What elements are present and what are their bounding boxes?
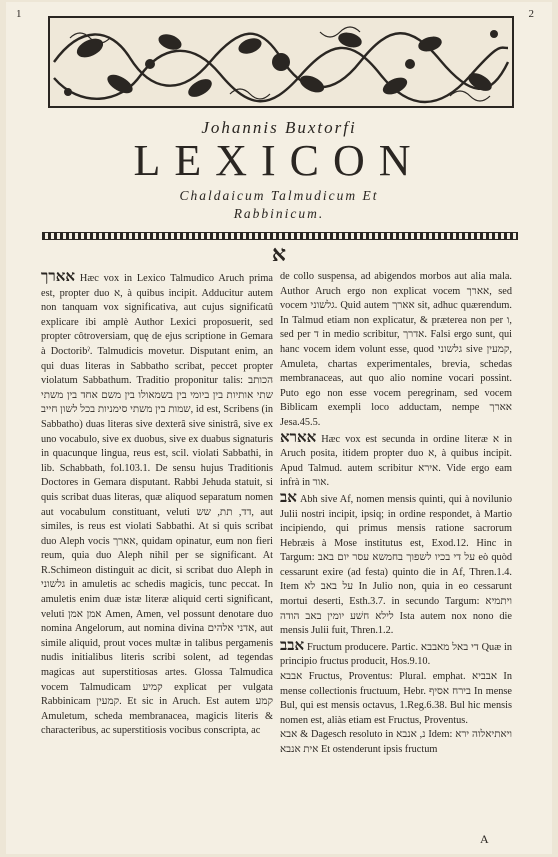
entry-paragraph — [280, 270, 512, 431]
entry-paragraph — [280, 491, 512, 639]
ornamental-headpiece — [48, 16, 514, 108]
signature-mark: A — [480, 832, 489, 846]
subtitle-line-2: Rabbinicum. — [233, 206, 325, 221]
author-line: Johannis Buxtorfi — [201, 118, 357, 137]
entry-headword: אבב — [280, 637, 305, 654]
entry-headword: אארך — [41, 269, 75, 285]
subtitle-line-1: Chaldaicum Talmudicum Et — [179, 188, 379, 203]
section-letter-heading: א — [271, 241, 287, 266]
text-column-right — [280, 270, 512, 758]
ornamental-band — [42, 232, 518, 240]
entry-text: Hæc vox est secunda in ordine literæ א in Aruch posita, itidem propter duo א, à quibus incipit. Apud Talmud. autem scribitur אירא. Vide ergo eam infrà in אור. — [280, 433, 512, 489]
page-title: LEXICON — [133, 136, 425, 185]
entry-paragraph — [280, 728, 512, 757]
entry-text: Hæc vox in Lexico Talmudico Aruch prima est, propter duo א, à quibus incipit. Adducitur autem non tanquam vox significativa, aut cujus significatû explicare ibi amplè Author Lexici proposuerit, sed propter côtroversiam, quę de ejus scriptione in Gemara à Doctoribˀ. Talmudicis movetur. Disputant enim, an qui duas literas in Sabbatho scribat, peccet propter violatum Sabbathum. Traditio proponitur talis: הכותב שתי אותיות בין ביומי בין בשמאולו בין משם אחד בין משתי שמות בין משתי סימניות בכל לשון חייב, id est, Scribens (in Sabbatho) duas literas sive dexterâ sive sinistrâ, sive ex uno vocabulo, sive ex duobus, sive ex duabus signaturis in quacunque lingua, reus est, scil. violati Sabbathi, in lib. Schabbath, fol.103.1. De sensu hujus Traditionis Doctores in Gemara disputant. Rabbi Jehuda statuit, si quis scribat duas literas, quæ aliquod separatum nomen aut vocabulum constituant, veluti דד, תת, שש, aut similes, is reus est violati Sabbathi. At si quis scribat duo Aleph vocis אארך, quidam opinatur, eum non fieri reum, quia duo Aleph nihil per se significant. At R.Schimeon distinguit ac dicit, si scribat duo Aleph in גלשוני in amuletis ac schedis magicis, tunc peccat. In amuletis enim duæ istæ literæ aliquid certi significant, veluti אמן אמן Amen, Amen, vel possunt denotare duo nomina Angelorum, aut nomina divina אדני אלהים, aut simile aliquid, prout voces multæ in talibus pergamenis nudis initialibus literis scribi solent, ad tegendas magicas aut superstitiosas artes. Glossa Talmudica vocem Talmudicam קמיע explicat per vulgata Rabbinicam קמעין. Et sic in Aruch. Est autem קמע Amuletum, scheda membranacea, magicis literis & characteribus, ac superstitiosis vocibus conscripta, ac — [41, 273, 274, 737]
entry-text: אבא & Dagesch resoluto in נ, אנבא Idem: ויאתיאלוה ירא אית אנבא Et ostenderunt ipsis fructum — [280, 729, 512, 755]
text-column-left — [41, 270, 273, 739]
entry-paragraph — [280, 639, 512, 670]
entry-paragraph — [280, 431, 512, 491]
entry-headword: אב — [280, 489, 297, 506]
page-number-right: 2 — [528, 8, 534, 20]
entry-text: אבבא Fructus, Proventus: Plural. emphat. אבביא In mense collectionis fructuum, Hebr. בירח אסיף In mense Bul, qui est mensis octavus, 1.Reg.6.38. Bul hic mensis nomen est, aliàs etiam est Fructus, Proventus. — [280, 671, 513, 726]
entry-paragraph — [280, 670, 512, 728]
entry-text: de collo suspensa, ad abigendos morbos aut alia mala. Author Aruch ergo non explicat vocem אארך, sed vocem גלשוני. Quid autem אארך sit, adhuc quærendum. In Talmud etiam non explicatur, & præterea non per ו, sed per ד in medio scribitur, אדרך. Falsi ergo sunt, qui hanc vocem idem volunt esse, quod גלשוני sive קמעין, Amuleta, chartas experimentales, brevia, schedas membranaceas, aut quo alio nomine vocari possint. Puto ego non esse vocem peregrinam, sed vocem Biblicam exempli loco adductam, nempe אארך Jesa.45.5. — [280, 271, 513, 428]
entry-paragraph — [41, 270, 273, 739]
page-number-left: 1 — [16, 8, 22, 20]
foliage-ornament-icon — [50, 18, 512, 106]
entry-text: Abh sive Af, nomen mensis quinti, qui à novilunio Julii nostri incipit, ipsiq; in ordine respondet, à Martio incipiendo, qui primus mensis ratione sacrorum Hebræis à Mose institutus est, Exod.12. Hinc in Targum: על די בכיו לשפוך בחמשא עסר יום באב eò quòd cessarunt exire (ad festa) quinto die in Af, Thren.1.4. Item על באב לא In Julio non, quia in eo cessarunt mortui deserti, Esth.3.7. in secundo Targum: ויתמיא לילא חשׁע יומין באב הודה Ista autem nox nono die mensis Julii fuit, Thren.1.2. — [280, 493, 513, 637]
entry-headword: אארא — [280, 429, 317, 446]
entry-text: Fructum producere. Partic. די באל מאבבא Quæ in principio fructus producit, Hos.9.10. — [280, 641, 512, 668]
book-page — [6, 2, 552, 854]
